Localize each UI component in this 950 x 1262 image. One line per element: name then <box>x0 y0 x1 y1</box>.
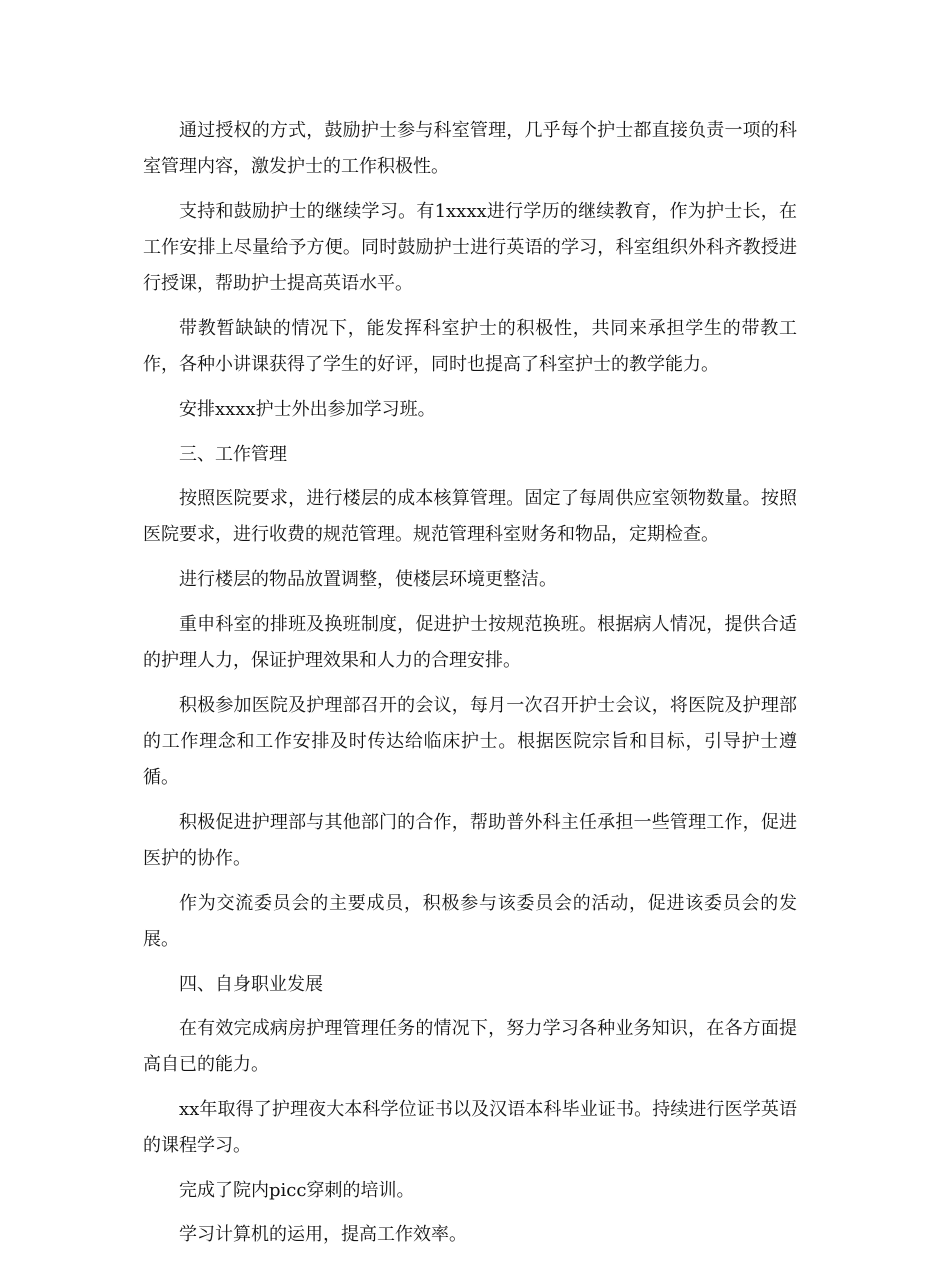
paragraph-delegation: 通过授权的方式，鼓励护士参与科室管理，几乎每个护士都直接负责一项的科室管理内容，激发护士的工作积极性。 <box>143 120 797 178</box>
paragraph-continuing-education: 支持和鼓励护士的继续学习。有1xxxx进行学历的继续教育，作为护士长，在工作安排上尽量给予方便。同时鼓励护士进行英语的学习，科室组织外科齐教授进行授课，帮助护士提高英语水平。 <box>143 200 797 295</box>
paragraph-picc-training: 完成了院内picc穿刺的培训。 <box>179 1179 415 1201</box>
paragraph-committee: 作为交流委员会的主要成员，积极参与该委员会的活动，促进该委员会的发展。 <box>143 892 797 950</box>
section-heading-work-management: 三、工作管理 <box>179 443 287 465</box>
paragraph-meetings: 积极参加医院及护理部召开的会议，每月一次召开护士会议，将医院及护理部的工作理念和工作安排及时传达给临床护士。根据医院宗旨和目标，引导护士遵循。 <box>143 694 797 789</box>
section-heading-career-development: 四、自身职业发展 <box>179 973 323 995</box>
paragraph-training-class: 安排xxxx护士外出参加学习班。 <box>179 398 436 420</box>
paragraph-scheduling: 重申科室的排班及换班制度，促进护士按规范换班。根据病人情况，提供合适的护理人力，保证护理效果和人力的合理安排。 <box>143 613 797 671</box>
paragraph-teaching: 带教暂缺缺的情况下，能发挥科室护士的积极性，共同来承担学生的带教工作，各种小讲课获得了学生的好评，同时也提高了科室护士的教学能力。 <box>143 318 797 376</box>
paragraph-floor-environment: 进行楼层的物品放置调整，使楼层环境更整洁。 <box>179 569 557 591</box>
document-page <box>143 113 797 1262</box>
paragraph-self-study: 在有效完成病房护理管理任务的情况下，努力学习各种业务知识，在各方面提高自已的能力。 <box>143 1018 797 1076</box>
paragraph-certificates: xx年取得了护理夜大本科学位证书以及汉语本科毕业证书。持续进行医学英语的课程学习。 <box>143 1098 797 1157</box>
paragraph-cooperation: 积极促进护理部与其他部门的合作，帮助普外科主任承担一些管理工作，促进医护的协作。 <box>143 811 797 870</box>
paragraph-cost-management: 按照医院要求，进行楼层的成本核算管理。固定了每周供应室领物数量。按照医院要求，进行收费的规范管理。规范管理科室财务和物品，定期检查。 <box>143 488 797 546</box>
paragraph-computer-skills: 学习计算机的运用，提高工作效率。 <box>179 1224 467 1246</box>
